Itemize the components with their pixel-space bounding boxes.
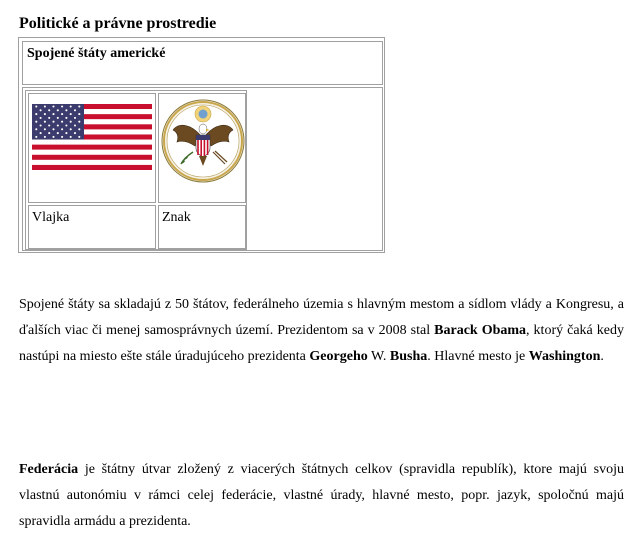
bold-run: Federácia [19, 462, 79, 477]
flag-stripe [32, 145, 152, 150]
us-great-seal-icon [161, 96, 245, 200]
flag-star [35, 113, 37, 115]
flag-star [61, 136, 63, 138]
flag-star [78, 128, 80, 130]
text-run: je štátny útvar zložený z viacerých štátnych celkov (spravidla republík), ktore majú svoju vlastnú autonómiu v rámci celej federácie, vlastné úrady, hlavné mesto, popr. jazyk, spoločnú majú spravidla armádu a prezidenta. [19, 462, 624, 529]
flag-stripe [32, 160, 152, 165]
flag-star [52, 136, 54, 138]
text-run: . [600, 349, 604, 364]
flag-star [74, 124, 76, 126]
country-name: Spojené štáty americké [27, 46, 166, 61]
flag-star [65, 117, 67, 119]
section-heading: Politické a právne prostredie [19, 15, 217, 32]
federation-paragraph [19, 457, 624, 535]
flag-stripe [32, 155, 152, 160]
flag-star [44, 113, 46, 115]
flag-caption-cell [28, 205, 156, 249]
flag-star [61, 105, 63, 107]
flag-star [35, 121, 37, 123]
flag-stripe [32, 150, 152, 155]
symbols-table [25, 90, 247, 250]
flag-star [74, 109, 76, 111]
bold-run: Washington [528, 349, 601, 364]
text-run: W. [367, 349, 390, 364]
flag-star [35, 128, 37, 130]
flag-stripe [32, 165, 152, 170]
flag-star [78, 136, 80, 138]
flag-star [40, 132, 42, 134]
flag-star [44, 128, 46, 130]
flag-star [48, 124, 50, 126]
flag-star [70, 121, 72, 123]
flag-star [52, 128, 54, 130]
text-run: Spojené štáty sa skladajú z 50 štátov, federálneho územia s hlavným mestom a sídlom vlády a Kongresu, a ďalších viac či menej samosprávnych území. Prezidentom sa v 2008 stal [19, 297, 624, 338]
flag-star [52, 105, 54, 107]
flag-cell [28, 93, 156, 203]
flag-star [44, 121, 46, 123]
symbols-cell [22, 87, 383, 251]
seal-caption: Znak [162, 210, 191, 225]
bold-run: Barack Obama [434, 323, 527, 338]
usa-paragraph [19, 292, 624, 370]
flag-star [57, 109, 59, 111]
flag-star [48, 109, 50, 111]
us-flag-icon [32, 104, 152, 170]
seal-caption-cell [158, 205, 246, 249]
flag-star [65, 124, 67, 126]
flag-star [57, 117, 59, 119]
flag-star [48, 117, 50, 119]
flag-star [61, 128, 63, 130]
flag-star [70, 128, 72, 130]
flag-stripe [32, 140, 152, 145]
flag-star [78, 113, 80, 115]
flag-star [52, 113, 54, 115]
flag-star [70, 113, 72, 115]
flag-star [48, 132, 50, 134]
flag-caption: Vlajka [32, 210, 70, 225]
flag-star [40, 124, 42, 126]
flag-star [57, 132, 59, 134]
flag-star [78, 121, 80, 123]
flag-star [74, 117, 76, 119]
flag-star [40, 109, 42, 111]
country-header-cell [22, 41, 383, 85]
flag-star [65, 109, 67, 111]
flag-star [70, 136, 72, 138]
text-run: . Hlavné mesto je [427, 349, 529, 364]
flag-star [35, 136, 37, 138]
seal-cell [158, 93, 246, 203]
flag-star [74, 132, 76, 134]
flag-star [40, 117, 42, 119]
country-table [18, 37, 385, 253]
flag-star [78, 105, 80, 107]
flag-star [65, 132, 67, 134]
flag-star [52, 121, 54, 123]
flag-star [61, 121, 63, 123]
flag-star [44, 105, 46, 107]
flag-star [35, 105, 37, 107]
flag-star [57, 124, 59, 126]
flag-star [70, 105, 72, 107]
flag-star [61, 113, 63, 115]
flag-star [44, 136, 46, 138]
bold-run: Georgeho [309, 349, 368, 364]
text-run: , ktorý čaká kedy nastúpi na miesto ešte stále úradujúceho prezidenta [19, 323, 624, 364]
bold-run: Busha [389, 349, 428, 364]
